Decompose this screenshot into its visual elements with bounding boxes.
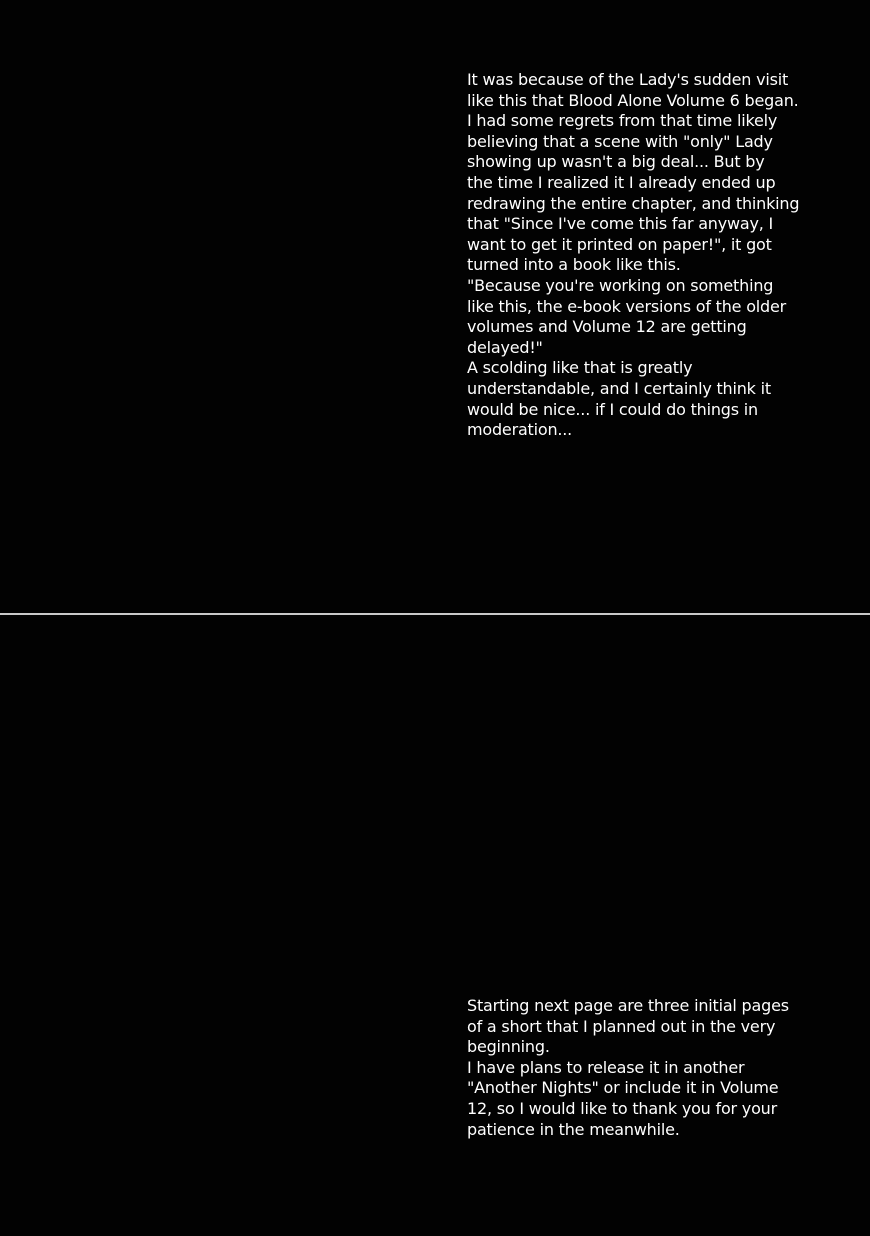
top-note-line: understandable, and I certainly think it — [467, 378, 771, 398]
bottom-note-line: patience in the meanwhile. — [467, 1119, 680, 1139]
bottom-note-line: 12, so I would like to thank you for your — [467, 1098, 777, 1118]
top-note-line: I had some regrets from that time likely — [467, 111, 778, 131]
top-note-text — [467, 70, 800, 441]
panel-divider — [0, 613, 870, 615]
bottom-note-text — [467, 996, 797, 1140]
top-note-line: the time I realized it I already ended up — [467, 172, 776, 192]
top-note-line: turned into a book like this. — [467, 255, 681, 275]
top-note-line: moderation... — [467, 420, 573, 440]
top-note-line: showing up wasn't a big deal... But by — [467, 152, 765, 172]
top-note-line: like this, the e-book versions of the older — [467, 296, 787, 316]
top-note-line: A scolding like that is greatly — [467, 358, 693, 378]
top-note-line: It was because of the Lady's sudden visit — [467, 70, 789, 89]
top-note-line: believing that a scene with "only" Lady — [467, 131, 773, 151]
top-note-line: volumes and Volume 12 are getting — [467, 317, 747, 337]
bottom-note-line: beginning. — [467, 1037, 550, 1057]
top-panel — [0, 0, 870, 613]
top-note-line: like this that Blood Alone Volume 6 began. — [467, 90, 799, 110]
top-note-line: "Because you're working on something — [467, 275, 774, 295]
bottom-note-line: Starting next page are three initial pages — [467, 996, 789, 1015]
bottom-panel — [0, 617, 870, 1236]
bottom-note-line: of a short that I planned out in the very — [467, 1016, 776, 1036]
top-note-line: that "Since I've come this far anyway, I — [467, 214, 774, 234]
bottom-note-line: I have plans to release it in another — [467, 1057, 745, 1077]
top-note-line: redrawing the entire chapter, and thinking — [467, 193, 800, 213]
top-note-line: want to get it printed on paper!", it got — [467, 234, 772, 254]
top-note-line: delayed!" — [467, 337, 543, 357]
top-note-line: would be nice... if I could do things in — [467, 399, 758, 419]
bottom-note-line: "Another Nights" or include it in Volume — [467, 1078, 779, 1098]
